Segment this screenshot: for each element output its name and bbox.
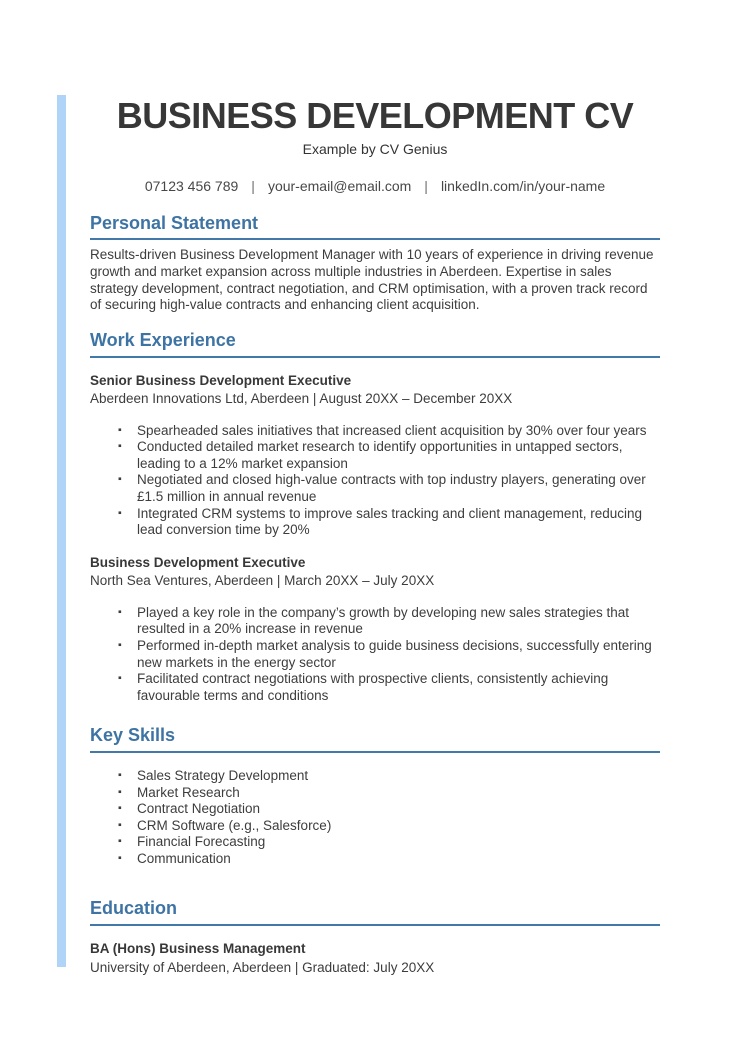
job-meta: Aberdeen Innovations Ltd, Aberdeen | August 20XX – December 20XX — [90, 391, 513, 407]
cv-page — [90, 0, 660, 976]
cv-title: BUSINESS DEVELOPMENT CV — [116, 95, 634, 136]
left-accent-bar — [57, 95, 66, 967]
job-bullet: ▪ Negotiated and closed high-value contracts with top industry players, generating over £1.5 million in annual revenue — [137, 472, 660, 505]
job-bullet: ▪ Spearheaded sales initiatives that increased client acquisition by 30% over four years — [137, 423, 660, 440]
job-bullet-list — [90, 423, 660, 539]
skill-item: ▪ CRM Software (e.g., Salesforce) — [137, 818, 660, 835]
skill-item: ▪ Financial Forecasting — [137, 834, 660, 851]
skill-item: ▪ Communication — [137, 851, 660, 868]
job-title: Senior Business Development Executive — [90, 372, 352, 388]
contact-separator: | — [251, 177, 255, 194]
job-meta: North Sea Ventures, Aberdeen | March 20XX – July 20XX — [90, 573, 435, 589]
personal-statement-text: Results-driven Business Development Manager with 10 years of experience in driving revenue growth and market expansion across multiple industries in Aberdeen. Expertise in sales strategy development, contract negotiation, and CRM optimisation, with a proven track record of securing high-value contracts and enhancing client acquisition. — [90, 247, 654, 313]
job-bullet: ▪ Integrated CRM systems to improve sales tracking and client management, reducing lead conversion time by 20% — [137, 506, 660, 539]
job-bullet: ▪ Facilitated contract negotiations with prospective clients, consistently achieving favourable terms and conditions — [137, 671, 660, 704]
email-address[interactable]: your-email@email.com — [267, 177, 412, 194]
contact-separator: | — [424, 177, 428, 194]
job-entry — [90, 373, 660, 539]
section-heading-education: Education — [90, 898, 660, 926]
job-bullet-list — [90, 605, 660, 705]
skill-item: ▪ Sales Strategy Development — [137, 768, 660, 785]
job-bullet: ▪ Performed in-depth market analysis to guide business decisions, successfully entering new markets in the energy sector — [137, 638, 660, 671]
education-degree: BA (Hons) Business Management — [90, 941, 306, 957]
job-title: Business Development Executive — [90, 554, 306, 570]
job-bullet: ▪ Conducted detailed market research to identify opportunities in untapped sectors, leading to a 12% market expansion — [137, 439, 660, 472]
section-heading-personal-statement: Personal Statement — [90, 213, 660, 241]
skill-item: ▪ Market Research — [137, 785, 660, 802]
linkedin-url[interactable]: linkedIn.com/in/your-name — [440, 177, 606, 194]
education-entry — [90, 941, 660, 976]
cv-subtitle: Example by CV Genius — [302, 140, 448, 157]
phone-number: 07123 456 789 — [144, 177, 239, 194]
section-heading-key-skills: Key Skills — [90, 725, 660, 753]
contact-bar — [90, 178, 660, 194]
education-meta: University of Aberdeen, Aberdeen | Graduated: July 20XX — [90, 959, 435, 975]
job-entry — [90, 555, 660, 705]
job-bullet: ▪ Played a key role in the company’s growth by developing new sales strategies that resulted in a 20% increase in revenue — [137, 605, 660, 638]
skill-item: ▪ Contract Negotiation — [137, 801, 660, 818]
section-heading-work-experience: Work Experience — [90, 330, 660, 358]
skills-list — [90, 768, 660, 868]
